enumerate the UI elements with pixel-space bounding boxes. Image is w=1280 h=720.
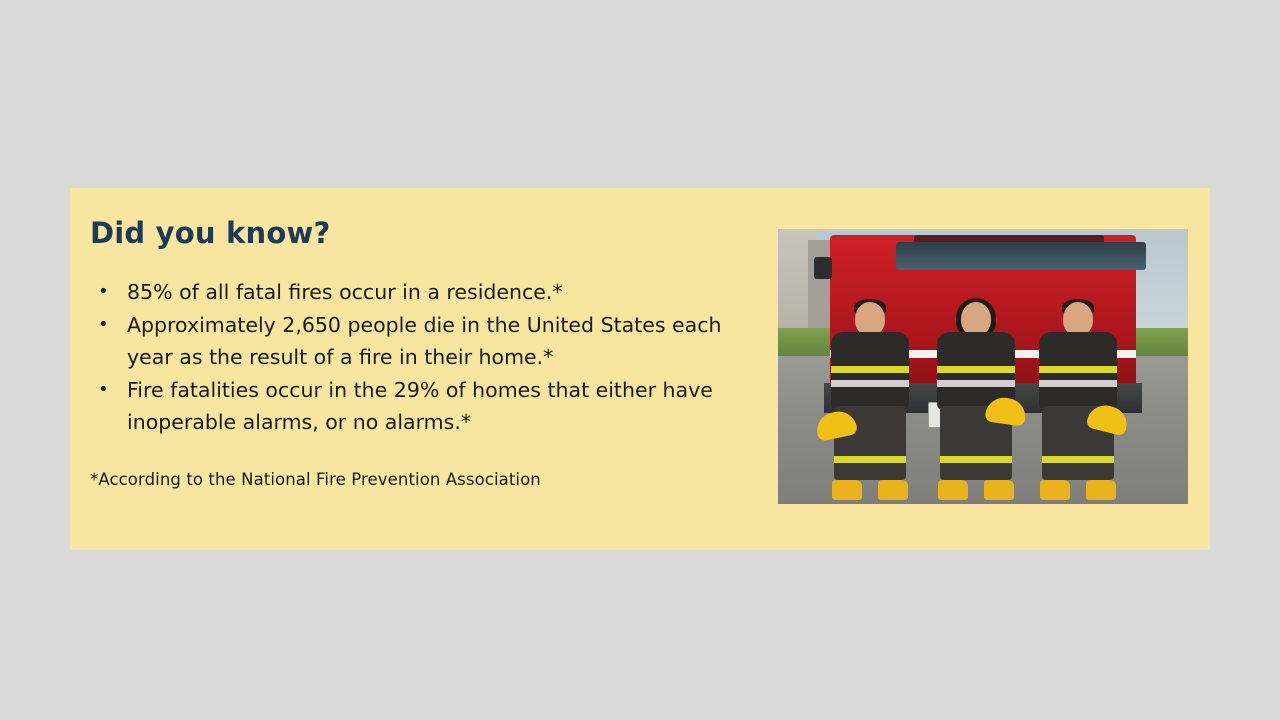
source-note: *According to the National Fire Prevention Association [90, 470, 541, 489]
list-item-text: Fire fatalities occur in the 29% of homes that either have inoperable alarms, or no alarms.* [127, 378, 713, 434]
bullet-icon: • [98, 281, 109, 302]
list-item-text: Approximately 2,650 people die in the United States each year as the result of a fire in their home.* [127, 313, 722, 369]
list-item [90, 374, 770, 438]
turnout-coat [831, 332, 909, 410]
truck-mirror [814, 257, 832, 279]
boots [938, 478, 1014, 500]
photo-illustration [778, 229, 1188, 504]
page-title: Did you know? [90, 216, 331, 250]
firefighter-center [928, 302, 1024, 500]
head [1063, 302, 1093, 336]
panel-text-column [90, 216, 770, 489]
bullet-icon: • [98, 379, 109, 400]
firefighters-photo [778, 229, 1188, 504]
list-item-text: 85% of all fatal fires occur in a residence.* [127, 280, 563, 304]
firefighter-right [1030, 302, 1126, 500]
turnout-coat [1039, 332, 1117, 410]
list-item [90, 309, 770, 373]
fact-list [90, 276, 770, 438]
boots [1040, 478, 1116, 500]
boots [832, 478, 908, 500]
head [855, 302, 885, 336]
head [961, 302, 991, 336]
firefighter-left [822, 302, 918, 500]
did-you-know-panel [70, 188, 1210, 550]
list-item [90, 276, 770, 308]
truck-window [896, 242, 1146, 270]
bullet-icon: • [98, 314, 109, 335]
